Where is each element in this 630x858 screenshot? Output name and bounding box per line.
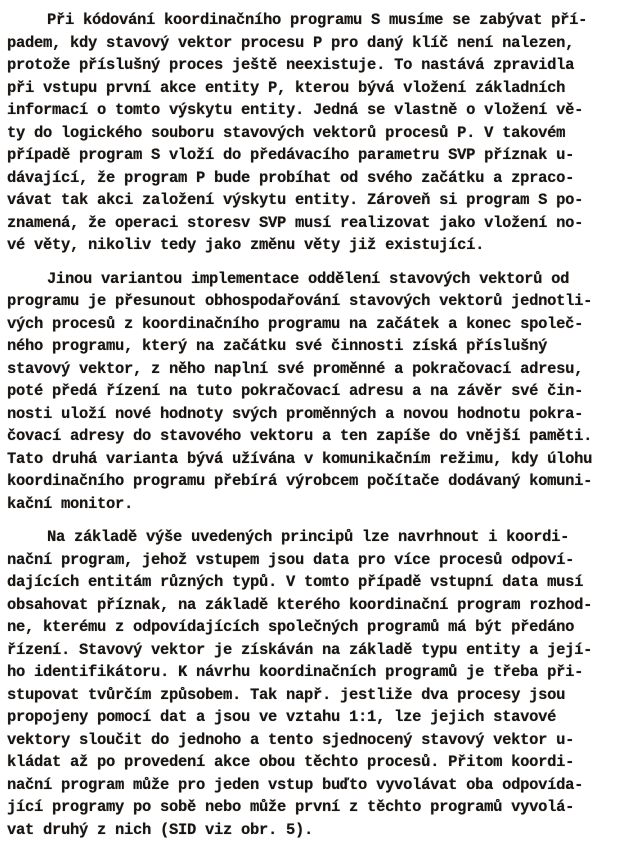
text-line: vektory sloučit do jednoho a tento sjednocený stavový vektor u- [7,730,575,749]
text-line: Jinou variantou implementace oddělení stavových vektorů od [47,269,570,288]
text-line: Tato druhá varianta bývá užívána v komunikačním režimu, kdy úlohu [7,449,593,468]
text-line: stupovat tvůrčím způsobem. Tak např. jestliže dva procesy jsou [7,685,566,704]
text-line: ho identifikátoru. K návrhu koordinačních programů je třeba při- [7,663,584,681]
text-line: obsahovat příznak, na základě kterého koordinační program rozhod- [7,595,593,614]
text-line: vávat tak akci založení výskytu entity. Zároveň si program S po- [7,191,584,209]
text-line: dajících entitám různých typů. V tomto případě vstupní data musí [7,573,584,591]
text-line: Na základě výše uvedených principů lze navrhnout i koordi- [47,528,570,546]
text-line: při vstupu první akce entity P, kterou bývá vložení základních [7,78,566,97]
text-line: čovací adresy do stavového vektoru a ten zapíše do vnější paměti. [7,427,593,445]
text-line: programu je přesunout obhospodařování stavových vektorů jednotli- [7,292,593,310]
text-line: ného programu, který na začátku své činnosti získá příslušný [7,337,548,355]
text-line: vat druhý z nich (SID viz obr. 5). [7,820,314,839]
paragraph [7,9,624,257]
text-line: vých procesů z koordinačního programu na začátek a konec společ- [7,314,584,333]
text-line: jící programy po sobě nebo může první z těchto programů vyvolá- [7,798,575,816]
text-line: Při kódování koordinačního programu S musíme se zabývat pří- [47,11,588,29]
text-line: protože příslušný proces ještě neexistuje. To nastává zpravidla [7,56,575,74]
text-line: ne, kterému z odpovídajících společných programů má být předáno [7,618,575,636]
text-line: vé věty, nikoliv tedy jako změnu věty již existující. [7,236,485,254]
text-line: dávající, že program P bude probíhat od svého začátku a zpraco- [7,168,575,187]
text-line: informací o tomto výskytu entity. Jedná se vlastně o vložení vě- [7,101,584,119]
text-line: kační monitor. [7,494,134,513]
text-line: nosti uloží nové hodnoty svých proměnných a novou hodnotu pokra- [7,404,584,423]
paragraph [7,526,624,841]
text-line: propojeny pomocí dat a jsou ve vztahu 1:1, lze jejich stavové [7,708,557,726]
text-line: nační program může pro jeden vstup buďto vyvolávat oba odpovída- [7,775,584,794]
text-line: znamená, že operaci storesv SVP musí realizovat jako vložení no- [7,213,584,232]
text-line: řízení. Stavový vektor je získáván na základě typu entity a její- [7,640,593,659]
text-line: případě program S vloží do předávacího parametru SVP příznak u- [7,146,575,164]
paragraph [7,268,624,516]
text-line: stavový vektor, z něho naplní své proměnné a pokračovací adresu, [7,359,584,378]
text-line: padem, kdy stavový vektor procesu P pro daný klíč není nalezen, [7,33,575,52]
text-line: nační program, jehož vstupem jsou data pro více procesů odpoví- [7,550,575,569]
text-line: koordinačního programu přebírá výrobcem počítače dodávaný komuni- [7,472,593,490]
text-line: poté předá řízení na tuto pokračovací adresu a na závěr své čin- [7,382,584,400]
text-line: kládat až po provedení akce obou těchto procesů. Přitom koordi- [7,753,575,771]
text-line: ty do logického souboru stavových vektorů procesů P. V takovém [7,123,566,142]
